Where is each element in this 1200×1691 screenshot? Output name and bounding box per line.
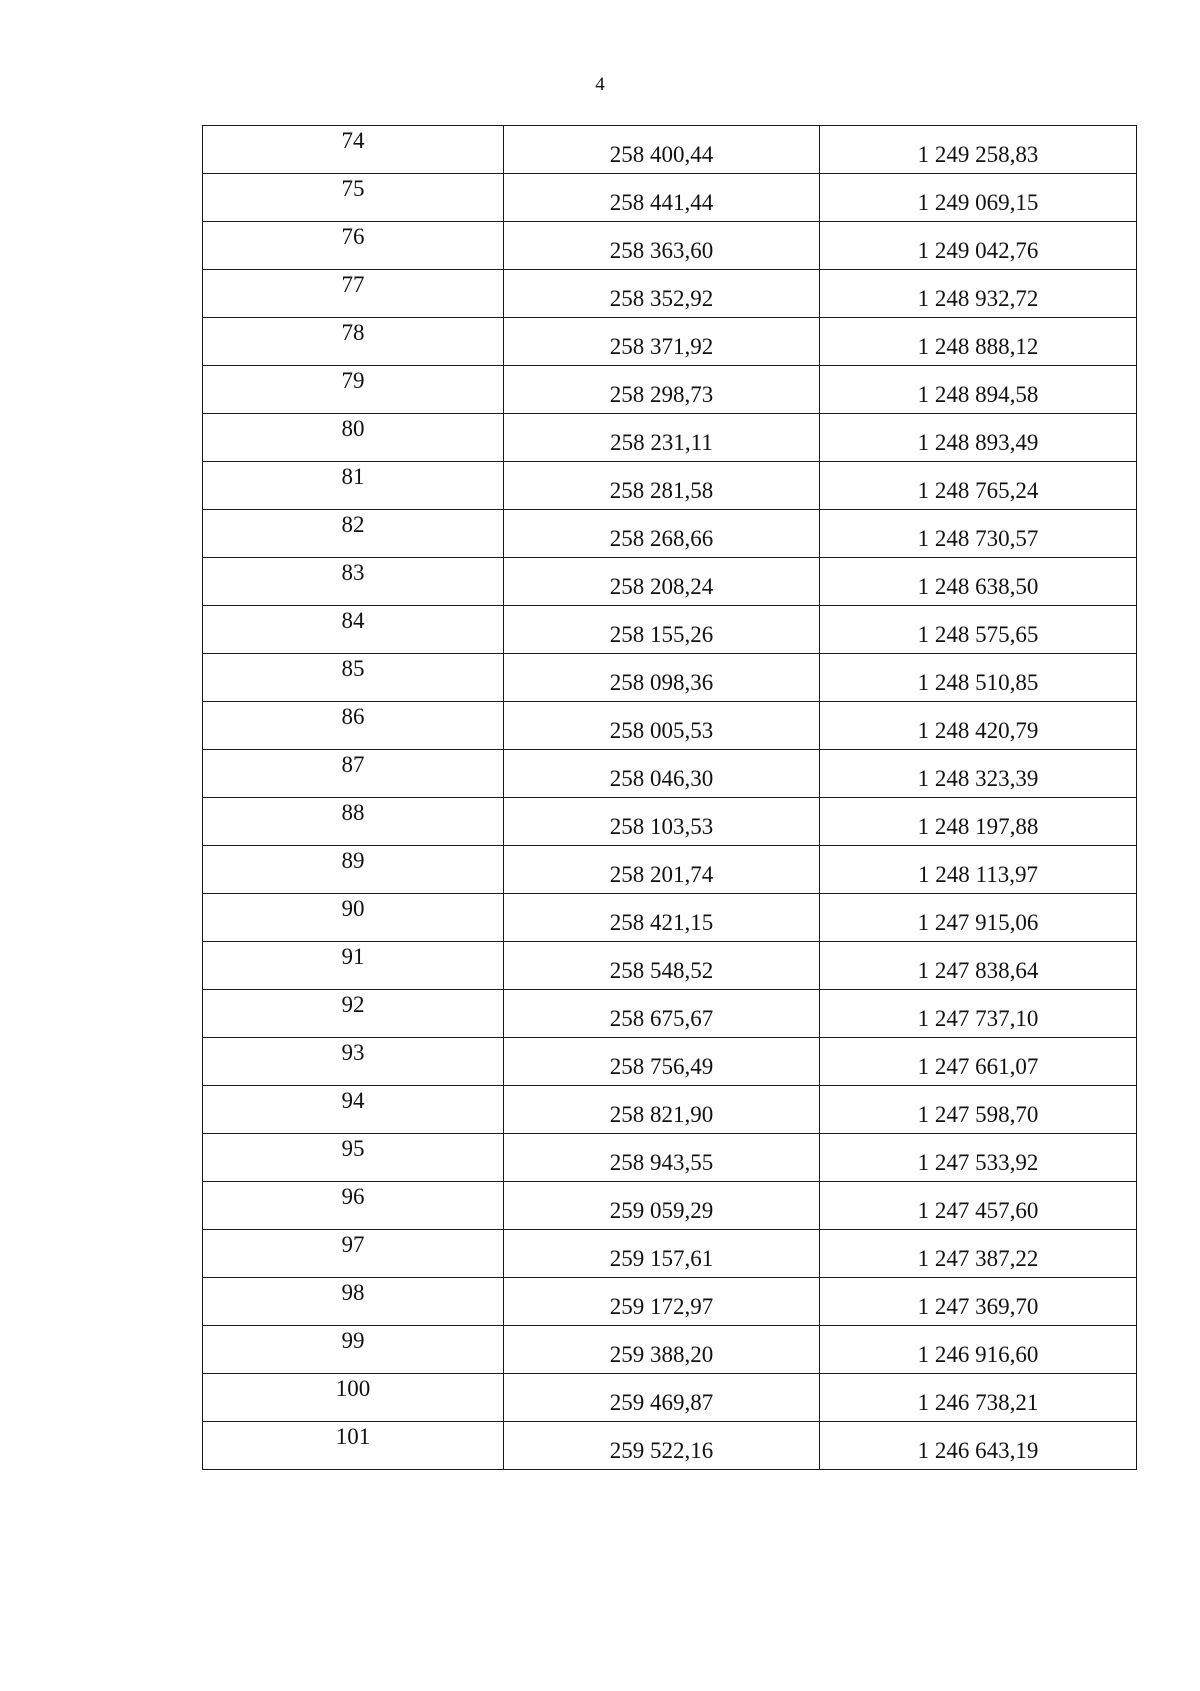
point-number-cell: 80 xyxy=(203,414,504,462)
x-coordinate-cell: 258 208,24 xyxy=(504,558,820,606)
y-coordinate-cell: 1 248 510,85 xyxy=(820,654,1137,702)
x-coordinate-cell: 258 046,30 xyxy=(504,750,820,798)
table-row xyxy=(203,1086,1137,1134)
y-coordinate-cell: 1 247 737,10 xyxy=(820,990,1137,1038)
x-coordinate-cell: 258 943,55 xyxy=(504,1134,820,1182)
y-coordinate-cell: 1 248 113,97 xyxy=(820,846,1137,894)
y-coordinate-cell: 1 248 932,72 xyxy=(820,270,1137,318)
x-coordinate-cell: 258 268,66 xyxy=(504,510,820,558)
y-coordinate-cell: 1 247 533,92 xyxy=(820,1134,1137,1182)
point-number-cell: 86 xyxy=(203,702,504,750)
y-coordinate-cell: 1 247 598,70 xyxy=(820,1086,1137,1134)
y-coordinate-cell: 1 246 643,19 xyxy=(820,1422,1137,1470)
y-coordinate-cell: 1 249 069,15 xyxy=(820,174,1137,222)
point-number-cell: 101 xyxy=(203,1422,504,1470)
point-number-cell: 91 xyxy=(203,942,504,990)
point-number-cell: 99 xyxy=(203,1326,504,1374)
table-row xyxy=(203,270,1137,318)
table-row xyxy=(203,1134,1137,1182)
table-row xyxy=(203,1230,1137,1278)
y-coordinate-cell: 1 248 765,24 xyxy=(820,462,1137,510)
table-row xyxy=(203,366,1137,414)
point-number-cell: 77 xyxy=(203,270,504,318)
table-row xyxy=(203,894,1137,942)
y-coordinate-cell: 1 248 888,12 xyxy=(820,318,1137,366)
table-row xyxy=(203,558,1137,606)
table-row xyxy=(203,942,1137,990)
table-row xyxy=(203,846,1137,894)
point-number-cell: 75 xyxy=(203,174,504,222)
table-row xyxy=(203,1326,1137,1374)
point-number-cell: 85 xyxy=(203,654,504,702)
point-number-cell: 78 xyxy=(203,318,504,366)
point-number-cell: 94 xyxy=(203,1086,504,1134)
y-coordinate-cell: 1 246 916,60 xyxy=(820,1326,1137,1374)
x-coordinate-cell: 258 155,26 xyxy=(504,606,820,654)
x-coordinate-cell: 258 103,53 xyxy=(504,798,820,846)
y-coordinate-cell: 1 249 258,83 xyxy=(820,126,1137,174)
x-coordinate-cell: 259 522,16 xyxy=(504,1422,820,1470)
x-coordinate-cell: 259 388,20 xyxy=(504,1326,820,1374)
y-coordinate-cell: 1 248 730,57 xyxy=(820,510,1137,558)
coordinates-table xyxy=(202,125,1137,1470)
point-number-cell: 92 xyxy=(203,990,504,1038)
y-coordinate-cell: 1 249 042,76 xyxy=(820,222,1137,270)
table-row xyxy=(203,990,1137,1038)
table-row xyxy=(203,414,1137,462)
x-coordinate-cell: 258 201,74 xyxy=(504,846,820,894)
table-row xyxy=(203,174,1137,222)
table-row xyxy=(203,798,1137,846)
x-coordinate-cell: 258 352,92 xyxy=(504,270,820,318)
x-coordinate-cell: 258 400,44 xyxy=(504,126,820,174)
point-number-cell: 100 xyxy=(203,1374,504,1422)
y-coordinate-cell: 1 247 661,07 xyxy=(820,1038,1137,1086)
point-number-cell: 95 xyxy=(203,1134,504,1182)
y-coordinate-cell: 1 246 738,21 xyxy=(820,1374,1137,1422)
table-row xyxy=(203,654,1137,702)
table-row xyxy=(203,606,1137,654)
x-coordinate-cell: 258 098,36 xyxy=(504,654,820,702)
x-coordinate-cell: 258 281,58 xyxy=(504,462,820,510)
table-row xyxy=(203,1374,1137,1422)
table-row xyxy=(203,702,1137,750)
y-coordinate-cell: 1 247 838,64 xyxy=(820,942,1137,990)
y-coordinate-cell: 1 248 420,79 xyxy=(820,702,1137,750)
table-row xyxy=(203,126,1137,174)
x-coordinate-cell: 258 548,52 xyxy=(504,942,820,990)
point-number-cell: 90 xyxy=(203,894,504,942)
x-coordinate-cell: 259 157,61 xyxy=(504,1230,820,1278)
point-number-cell: 76 xyxy=(203,222,504,270)
table-row xyxy=(203,462,1137,510)
point-number-cell: 97 xyxy=(203,1230,504,1278)
point-number-cell: 87 xyxy=(203,750,504,798)
x-coordinate-cell: 258 005,53 xyxy=(504,702,820,750)
y-coordinate-cell: 1 247 387,22 xyxy=(820,1230,1137,1278)
y-coordinate-cell: 1 248 894,58 xyxy=(820,366,1137,414)
x-coordinate-cell: 258 441,44 xyxy=(504,174,820,222)
x-coordinate-cell: 258 363,60 xyxy=(504,222,820,270)
x-coordinate-cell: 258 756,49 xyxy=(504,1038,820,1086)
table-row xyxy=(203,222,1137,270)
table-row xyxy=(203,318,1137,366)
point-number-cell: 84 xyxy=(203,606,504,654)
x-coordinate-cell: 258 821,90 xyxy=(504,1086,820,1134)
x-coordinate-cell: 258 231,11 xyxy=(504,414,820,462)
x-coordinate-cell: 258 675,67 xyxy=(504,990,820,1038)
y-coordinate-cell: 1 247 369,70 xyxy=(820,1278,1137,1326)
table-row xyxy=(203,1422,1137,1470)
point-number-cell: 82 xyxy=(203,510,504,558)
y-coordinate-cell: 1 248 638,50 xyxy=(820,558,1137,606)
point-number-cell: 79 xyxy=(203,366,504,414)
y-coordinate-cell: 1 248 323,39 xyxy=(820,750,1137,798)
table-row xyxy=(203,1038,1137,1086)
page-number: 4 xyxy=(595,74,605,95)
y-coordinate-cell: 1 247 457,60 xyxy=(820,1182,1137,1230)
table-row xyxy=(203,750,1137,798)
y-coordinate-cell: 1 247 915,06 xyxy=(820,894,1137,942)
point-number-cell: 93 xyxy=(203,1038,504,1086)
x-coordinate-cell: 258 298,73 xyxy=(504,366,820,414)
coordinates-table-body xyxy=(203,126,1137,1470)
x-coordinate-cell: 258 371,92 xyxy=(504,318,820,366)
y-coordinate-cell: 1 248 575,65 xyxy=(820,606,1137,654)
point-number-cell: 83 xyxy=(203,558,504,606)
y-coordinate-cell: 1 248 197,88 xyxy=(820,798,1137,846)
point-number-cell: 98 xyxy=(203,1278,504,1326)
point-number-cell: 74 xyxy=(203,126,504,174)
table-row xyxy=(203,1278,1137,1326)
y-coordinate-cell: 1 248 893,49 xyxy=(820,414,1137,462)
table-row xyxy=(203,1182,1137,1230)
x-coordinate-cell: 259 059,29 xyxy=(504,1182,820,1230)
point-number-cell: 96 xyxy=(203,1182,504,1230)
point-number-cell: 88 xyxy=(203,798,504,846)
point-number-cell: 81 xyxy=(203,462,504,510)
table-row xyxy=(203,510,1137,558)
point-number-cell: 89 xyxy=(203,846,504,894)
x-coordinate-cell: 259 469,87 xyxy=(504,1374,820,1422)
x-coordinate-cell: 259 172,97 xyxy=(504,1278,820,1326)
x-coordinate-cell: 258 421,15 xyxy=(504,894,820,942)
